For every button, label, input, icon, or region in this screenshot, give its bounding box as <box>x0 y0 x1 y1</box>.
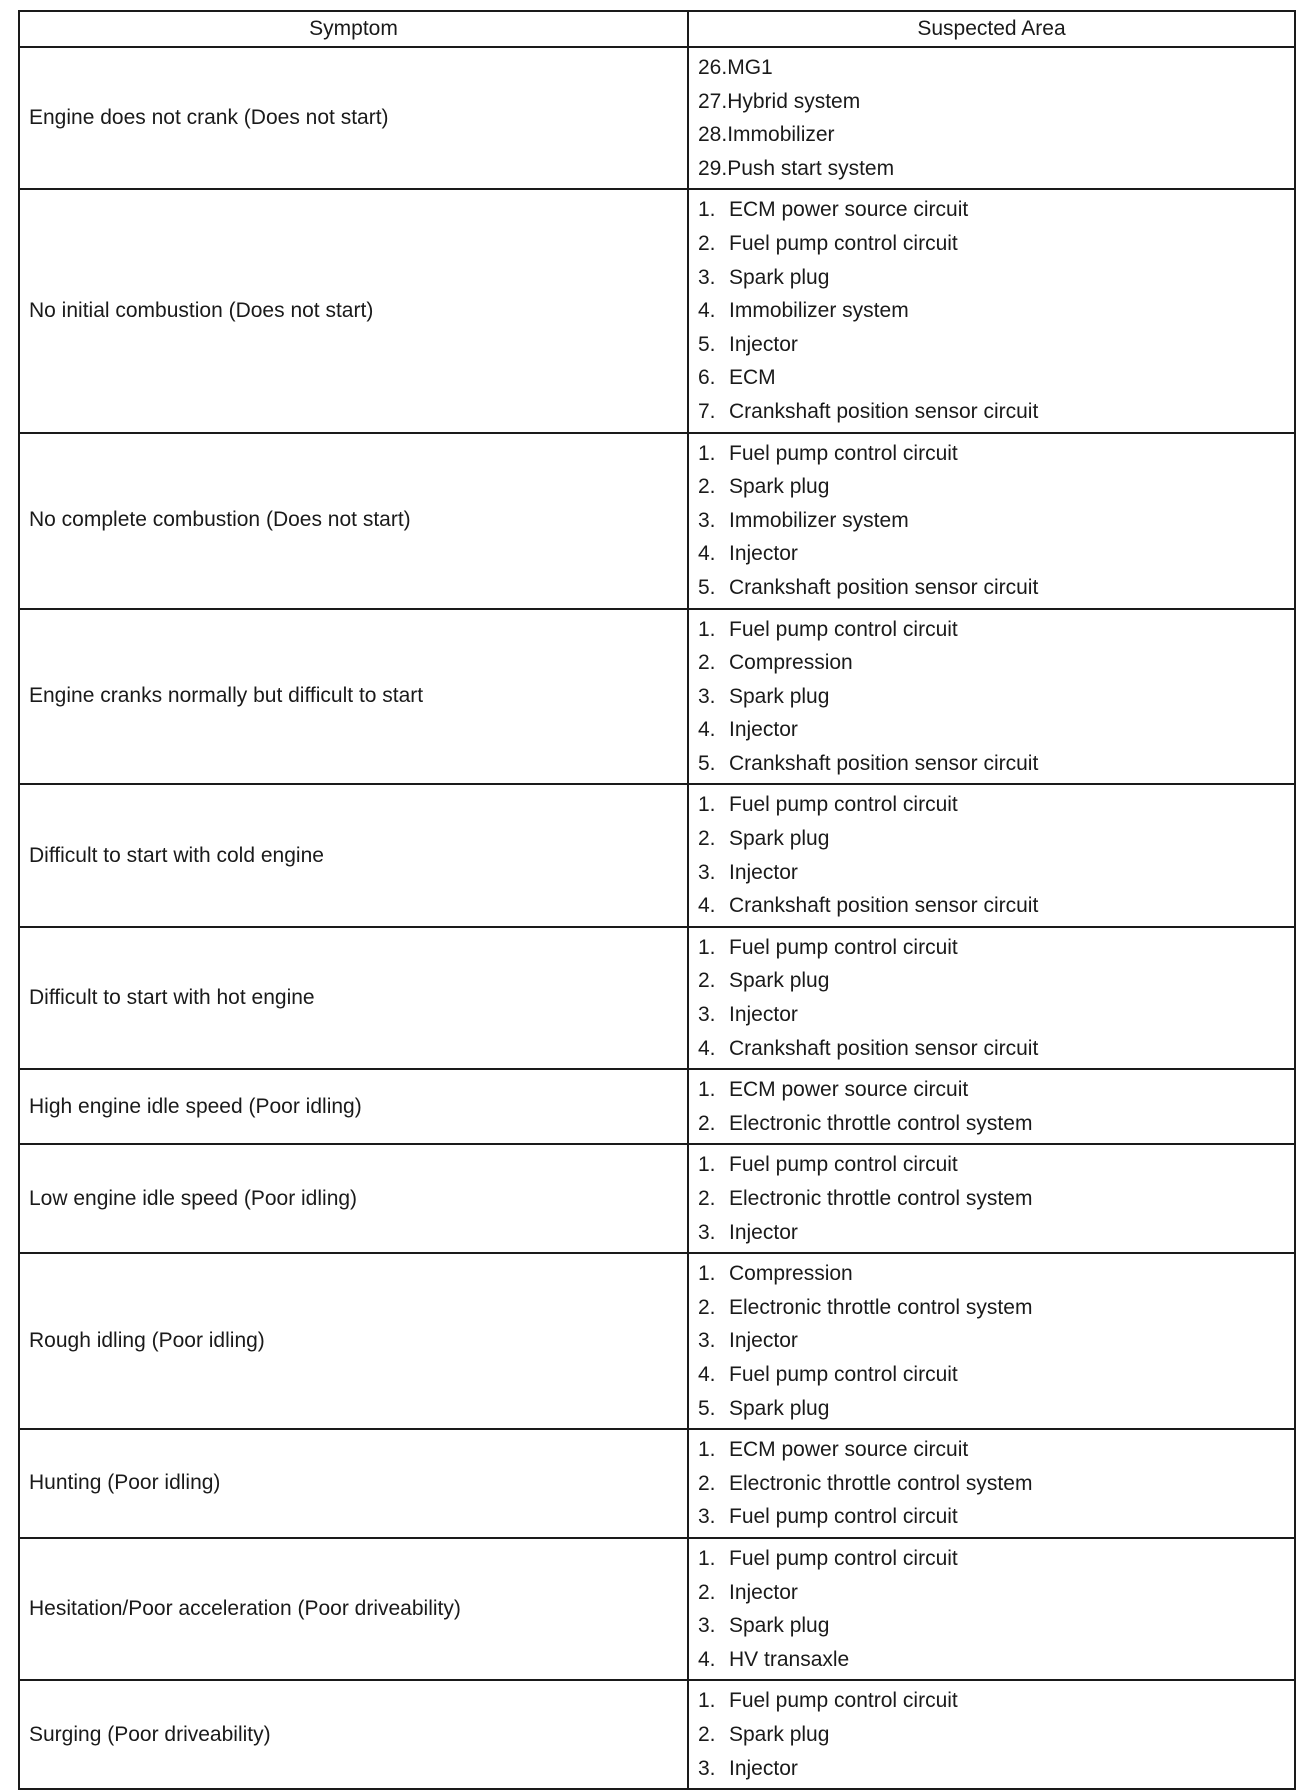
header-symptom: Symptom <box>19 11 688 47</box>
item-number: 4. <box>698 718 716 742</box>
list-item <box>698 998 1294 1032</box>
list-item <box>698 931 1294 965</box>
suspected-area-list <box>698 437 1294 605</box>
list-item <box>698 646 1294 680</box>
item-number: 5. <box>698 575 716 599</box>
item-number: 4. <box>698 894 716 918</box>
list-item <box>698 328 1294 362</box>
symptom-cell: No initial combustion (Does not start) <box>19 189 688 432</box>
suspected-area-cell <box>688 433 1295 609</box>
item-text: ECM power source circuit <box>729 1438 969 1462</box>
item-text: Crankshaft position sensor circuit <box>729 751 1039 775</box>
item-text: Spark plug <box>729 1722 830 1746</box>
symptom-table <box>18 10 1296 1790</box>
item-number: 1. <box>698 1438 716 1462</box>
item-text: Fuel pump control circuit <box>729 231 958 255</box>
suspected-area-list <box>698 1073 1294 1140</box>
item-text: Electronic throttle control system <box>729 1471 1033 1495</box>
symptom-cell: High engine idle speed (Poor idling) <box>19 1069 688 1144</box>
list-item <box>698 1032 1294 1066</box>
list-item <box>698 1324 1294 1358</box>
item-text: Fuel pump control circuit <box>729 793 958 817</box>
item-number: 1. <box>698 1078 716 1102</box>
suspected-area-cell <box>688 927 1295 1069</box>
item-text: Spark plug <box>729 1614 830 1638</box>
item-number: 3. <box>698 1756 716 1780</box>
item-number: 1. <box>698 1153 716 1177</box>
item-text: Crankshaft position sensor circuit <box>729 575 1039 599</box>
list-item <box>698 85 1294 119</box>
symptom-cell: Low engine idle speed (Poor idling) <box>19 1144 688 1253</box>
item-text: Hybrid system <box>727 89 861 113</box>
item-number: 4. <box>698 299 716 323</box>
item-number: 4. <box>698 1647 716 1671</box>
item-number: 29. <box>698 156 728 180</box>
item-number: 2. <box>698 1111 716 1135</box>
list-item <box>698 294 1294 328</box>
item-text: Injector <box>729 542 798 566</box>
list-item <box>698 1148 1294 1182</box>
list-item <box>698 470 1294 504</box>
item-text: Fuel pump control circuit <box>729 935 958 959</box>
item-text: Injector <box>729 1580 798 1604</box>
item-text: Fuel pump control circuit <box>729 1689 958 1713</box>
list-item <box>698 1718 1294 1752</box>
item-text: Spark plug <box>729 265 830 289</box>
list-item <box>698 118 1294 152</box>
list-item <box>698 1433 1294 1467</box>
item-text: Spark plug <box>729 1396 830 1420</box>
symptom-cell: No complete combustion (Does not start) <box>19 433 688 609</box>
table-row <box>19 1680 1295 1789</box>
item-number: 2. <box>698 969 716 993</box>
suspected-area-list <box>698 193 1294 428</box>
item-text: Injector <box>729 718 798 742</box>
list-item <box>698 152 1294 186</box>
item-number: 3. <box>698 1003 716 1027</box>
item-number: 1. <box>698 793 716 817</box>
suspected-area-list <box>698 51 1294 185</box>
symptom-cell: Hesitation/Poor acceleration (Poor driveability) <box>19 1538 688 1680</box>
item-text: Fuel pump control circuit <box>729 1505 958 1529</box>
table-row <box>19 784 1295 926</box>
list-item <box>698 1500 1294 1534</box>
symptom-cell: Engine does not crank (Does not start) <box>19 47 688 189</box>
suspected-area-cell <box>688 1538 1295 1680</box>
suspected-area-cell <box>688 47 1295 189</box>
item-number: 6. <box>698 366 716 390</box>
item-number: 2. <box>698 827 716 851</box>
suspected-area-cell <box>688 784 1295 926</box>
symptom-cell: Difficult to start with hot engine <box>19 927 688 1069</box>
list-item <box>698 747 1294 781</box>
item-text: Push start system <box>727 156 895 180</box>
list-item <box>698 964 1294 998</box>
table-row <box>19 433 1295 609</box>
table-row <box>19 1429 1295 1538</box>
item-text: Spark plug <box>729 475 830 499</box>
item-number: 27. <box>698 89 728 113</box>
list-item <box>698 227 1294 261</box>
item-number: 2. <box>698 1187 716 1210</box>
list-item <box>698 613 1294 647</box>
table-row <box>19 1144 1295 1253</box>
item-number: 2. <box>698 1471 716 1495</box>
item-text: Fuel pump control circuit <box>729 441 958 465</box>
item-number: 1. <box>698 198 716 222</box>
item-text: ECM power source circuit <box>729 198 969 222</box>
suspected-area-list <box>698 1684 1294 1785</box>
list-item <box>698 1609 1294 1643</box>
item-number: 3. <box>698 1220 716 1244</box>
list-item <box>698 1576 1294 1610</box>
list-item <box>698 889 1294 923</box>
item-text: Electronic throttle control system <box>729 1187 1033 1210</box>
list-item <box>698 571 1294 605</box>
item-text: HV transaxle <box>729 1647 850 1671</box>
list-item <box>698 856 1294 890</box>
item-text: Electronic throttle control system <box>729 1295 1033 1319</box>
list-item <box>698 1358 1294 1392</box>
list-item <box>698 1643 1294 1677</box>
suspected-area-list <box>698 931 1294 1065</box>
item-number: 3. <box>698 1329 716 1353</box>
item-text: Compression <box>729 651 853 675</box>
list-item <box>698 1684 1294 1718</box>
list-item <box>698 1216 1294 1250</box>
list-item <box>698 1257 1294 1291</box>
list-item <box>698 437 1294 471</box>
item-text: Spark plug <box>729 827 830 851</box>
item-text: Fuel pump control circuit <box>729 1546 958 1570</box>
suspected-area-cell <box>688 1253 1295 1429</box>
item-number: 1. <box>698 1689 716 1713</box>
item-text: Injector <box>729 1756 798 1780</box>
suspected-area-cell <box>688 189 1295 432</box>
symptom-cell: Engine cranks normally but difficult to start <box>19 609 688 785</box>
item-number: 1. <box>698 935 716 959</box>
item-number: 4. <box>698 1362 716 1386</box>
item-text: Crankshaft position sensor circuit <box>729 399 1039 423</box>
item-number: 28. <box>698 123 728 147</box>
item-number: 2. <box>698 1580 716 1604</box>
item-text: Injector <box>729 1003 798 1027</box>
suspected-area-cell <box>688 1069 1295 1144</box>
item-number: 3. <box>698 684 716 708</box>
item-text: Injector <box>729 860 798 884</box>
item-number: 2. <box>698 231 716 255</box>
suspected-area-list <box>698 1257 1294 1425</box>
item-text: Compression <box>729 1262 853 1286</box>
header-suspected-area: Suspected Area <box>688 11 1295 47</box>
suspected-area-cell <box>688 1144 1295 1253</box>
list-item <box>698 537 1294 571</box>
table-body <box>19 47 1295 1789</box>
suspected-area-cell <box>688 609 1295 785</box>
table-row <box>19 1253 1295 1429</box>
list-item <box>698 1752 1294 1786</box>
item-number: 4. <box>698 542 716 566</box>
item-text: Fuel pump control circuit <box>729 1153 958 1177</box>
item-text: Fuel pump control circuit <box>729 1362 958 1386</box>
item-number: 5. <box>698 751 716 775</box>
item-number: 7. <box>698 399 716 423</box>
list-item <box>698 261 1294 295</box>
symptom-cell: Rough idling (Poor idling) <box>19 1253 688 1429</box>
item-text: Immobilizer system <box>729 299 909 323</box>
item-text: Crankshaft position sensor circuit <box>729 1036 1039 1060</box>
item-text: Spark plug <box>729 684 830 708</box>
suspected-area-cell <box>688 1680 1295 1789</box>
list-item <box>698 1542 1294 1576</box>
item-number: 2. <box>698 651 716 675</box>
table-header <box>19 11 1295 47</box>
item-number: 1. <box>698 617 716 641</box>
list-item <box>698 1182 1294 1216</box>
list-item <box>698 193 1294 227</box>
header-row <box>19 11 1295 47</box>
item-number: 3. <box>698 860 716 884</box>
item-text: Fuel pump control circuit <box>729 617 958 641</box>
item-number: 5. <box>698 1396 716 1420</box>
list-item <box>698 504 1294 538</box>
table-row <box>19 1069 1295 1144</box>
item-number: 3. <box>698 265 716 289</box>
item-text: Crankshaft position sensor circuit <box>729 894 1039 918</box>
table-row <box>19 189 1295 432</box>
list-item <box>698 1291 1294 1325</box>
suspected-area-list <box>698 613 1294 781</box>
symptom-cell: Surging (Poor driveability) <box>19 1680 688 1789</box>
item-number: 3. <box>698 1614 716 1638</box>
item-text: Immobilizer system <box>729 508 909 532</box>
item-number: 26. <box>698 56 728 79</box>
list-item <box>698 680 1294 714</box>
list-item <box>698 788 1294 822</box>
list-item <box>698 361 1294 395</box>
item-number: 1. <box>698 1546 716 1570</box>
item-number: 2. <box>698 1295 716 1319</box>
item-text: ECM <box>729 366 776 390</box>
item-text: Immobilizer <box>727 123 835 147</box>
list-item <box>698 395 1294 429</box>
item-number: 4. <box>698 1036 716 1060</box>
item-text: Electronic throttle control system <box>729 1111 1033 1135</box>
item-text: ECM power source circuit <box>729 1078 969 1102</box>
item-text: MG1 <box>727 56 773 79</box>
item-text: Spark plug <box>729 969 830 993</box>
symptom-table-container <box>18 10 1294 1790</box>
item-text: Injector <box>729 332 798 356</box>
table-row <box>19 47 1295 189</box>
item-number: 1. <box>698 1262 716 1286</box>
item-number: 2. <box>698 475 716 499</box>
list-item <box>698 1467 1294 1501</box>
symptom-cell: Hunting (Poor idling) <box>19 1429 688 1538</box>
suspected-area-cell <box>688 1429 1295 1538</box>
symptom-cell: Difficult to start with cold engine <box>19 784 688 926</box>
suspected-area-list <box>698 1433 1294 1534</box>
item-number: 1. <box>698 441 716 465</box>
item-number: 2. <box>698 1722 716 1746</box>
item-number: 3. <box>698 508 716 532</box>
table-row <box>19 609 1295 785</box>
item-text: Injector <box>729 1220 798 1244</box>
list-item <box>698 713 1294 747</box>
table-row <box>19 1538 1295 1680</box>
suspected-area-list <box>698 1148 1294 1249</box>
item-number: 3. <box>698 1505 716 1529</box>
list-item <box>698 822 1294 856</box>
item-number: 5. <box>698 332 716 356</box>
list-item <box>698 1073 1294 1107</box>
list-item <box>698 1107 1294 1141</box>
list-item <box>698 1392 1294 1426</box>
item-text: Injector <box>729 1329 798 1353</box>
table-row <box>19 927 1295 1069</box>
list-item <box>698 51 1294 85</box>
suspected-area-list <box>698 1542 1294 1676</box>
suspected-area-list <box>698 788 1294 922</box>
